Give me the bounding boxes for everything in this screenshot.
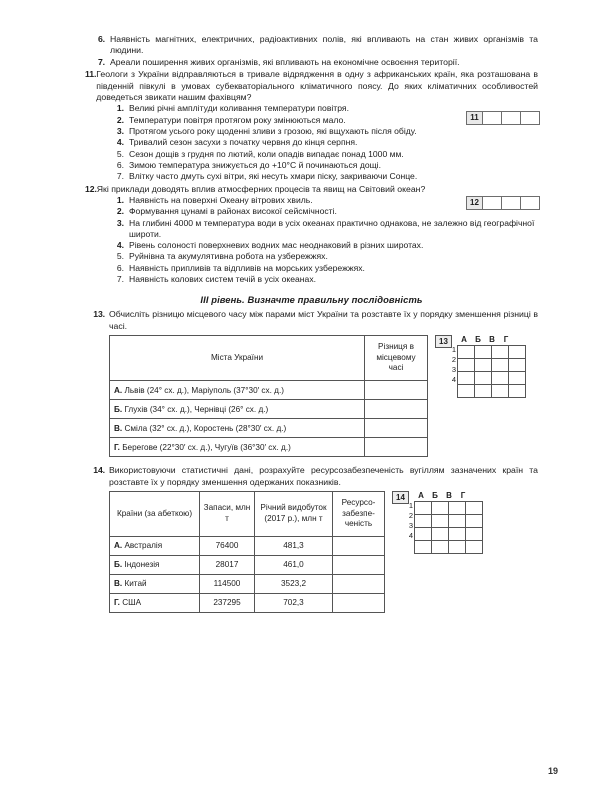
matrix-cell[interactable] (458, 385, 475, 398)
matrix-cell[interactable] (415, 540, 432, 553)
matrix-grid-row (415, 527, 483, 540)
question-13-prompt-row (85, 309, 538, 332)
matrix-row-headers (448, 345, 456, 398)
option-item (109, 263, 538, 274)
matrix-cell[interactable] (432, 514, 449, 527)
answer-input-cell[interactable] (333, 593, 385, 612)
row-country-name: Індонезія (124, 560, 160, 570)
matrix-cell[interactable] (415, 501, 432, 514)
matrix-col-v: В (446, 490, 452, 500)
col-header-cities: Міста України (110, 336, 365, 381)
col-header-resource-supply: Ресурсо- забезпе- ченість (333, 491, 385, 536)
matrix-cell[interactable] (458, 346, 475, 359)
question-14-table-area (109, 491, 538, 613)
option-marker: 4. (116, 240, 124, 251)
question-14-prompt-row (85, 465, 538, 488)
row-letter: А. (114, 385, 123, 395)
option-text: Тривалий сезон засухи з початку червня до кінця серпня. (129, 137, 358, 148)
answer-cell[interactable] (521, 112, 539, 124)
matrix-grid-row (415, 540, 483, 553)
matrix-column-headers (414, 491, 483, 500)
answer-input-cell[interactable] (333, 555, 385, 574)
option-marker: 1. (116, 194, 124, 205)
row-cities (110, 438, 365, 457)
page-number: 19 (547, 766, 558, 776)
list-item-marker: 7. (97, 56, 105, 67)
matrix-cell[interactable] (432, 527, 449, 540)
row-letter: Г. (114, 442, 120, 452)
option-marker: 4. (116, 137, 124, 148)
option-marker: 5. (116, 251, 124, 262)
option-text: Наявність припливів та відпливів на морських узбережжях. (129, 262, 365, 273)
matrix-cell[interactable] (509, 346, 526, 359)
matrix-row-headers (405, 501, 413, 554)
list-item-marker: 6. (97, 34, 105, 44)
row-country (110, 555, 200, 574)
row-country (110, 574, 200, 593)
table-header-row (110, 336, 428, 381)
row-text: Львів (24° сх. д.), Маріуполь (37°30′ сх. д.) (124, 385, 284, 395)
matrix-cell[interactable] (449, 527, 466, 540)
answer-strip-label: 12 (467, 197, 483, 209)
option-marker: 2. (116, 114, 124, 125)
option-marker: 7. (116, 171, 124, 182)
table-row (110, 419, 428, 438)
table-row (110, 593, 385, 612)
row-text: Сміла (32° сх. д.), Коростень (28°30′ сх. д.) (124, 423, 287, 433)
question-12-prompt-row (85, 184, 538, 195)
matrix-col-g: Г (503, 335, 509, 345)
table-row (110, 381, 428, 400)
matrix-grid-row (458, 346, 526, 359)
matrix-col-a: А (461, 335, 467, 345)
cell-reserves: 28017 (200, 555, 255, 574)
matrix-body (435, 345, 526, 398)
row-cities (110, 419, 365, 438)
matrix-row-1: 1 (451, 345, 456, 355)
row-letter: Б. (114, 404, 123, 414)
answer-input-cell[interactable] (365, 438, 428, 457)
answer-cell[interactable] (483, 197, 502, 209)
matrix-cell[interactable] (492, 359, 509, 372)
question-13-prompt: Обчисліть різницю місцевого часу між парами міст України та розставте їх у порядку зменшення різниці в часі. (109, 309, 538, 331)
option-item (109, 218, 538, 241)
col-header-annual-output: Річний видобуток (2017 р.), млн т (255, 491, 333, 536)
col-header-time-difference: Різниця в місцевому часі (365, 336, 428, 381)
question-11-prompt-row (85, 69, 538, 103)
option-marker: 3. (116, 126, 124, 137)
option-marker: 1. (116, 103, 124, 114)
table-row (110, 400, 428, 419)
matrix-body (392, 501, 483, 554)
answer-cell[interactable] (502, 112, 521, 124)
cell-output: 3523,2 (255, 574, 333, 593)
matrix-col-a: А (418, 490, 424, 500)
matrix-cell[interactable] (492, 372, 509, 385)
question-12-prompt: Які приклади доводять вплив атмосферних процесів та явищ на Світовий океан? (96, 183, 426, 194)
option-text: Наявність колових систем течій в усіх океанах. (129, 274, 317, 284)
matrix-grid-row (458, 372, 526, 385)
row-text: Глухів (34° сх. д.), Чернівці (26° сх. д.) (124, 404, 269, 414)
list-item-text: Ареали поширення живих організмів, які впливають на економічне освоєння території. (110, 56, 460, 67)
matrix-row-2: 2 (408, 510, 413, 520)
question-13-marker: 13. (93, 309, 105, 320)
option-text: Великі річні амплітуди коливання температури повітря. (129, 103, 349, 114)
row-letter: В. (114, 579, 123, 589)
option-marker: 2. (116, 206, 124, 217)
row-cities (110, 400, 365, 419)
top-continuation-list (85, 34, 538, 68)
option-marker: 7. (116, 274, 124, 284)
table-header-row (110, 491, 385, 536)
row-country-name: США (122, 598, 142, 608)
matrix-cell[interactable] (458, 359, 475, 372)
list-item (85, 34, 538, 57)
option-marker: 6. (116, 262, 124, 273)
cell-reserves: 237295 (200, 593, 255, 612)
matrix-cell[interactable] (475, 372, 492, 385)
table-row (110, 555, 385, 574)
cell-output: 702,3 (255, 593, 333, 612)
list-item (85, 57, 538, 68)
matrix-cell[interactable] (475, 346, 492, 359)
option-item (109, 274, 538, 285)
answer-input-cell[interactable] (365, 419, 428, 438)
matrix-col-b: Б (432, 490, 438, 500)
matrix-label: 14 (392, 491, 409, 504)
row-letter: В. (114, 423, 123, 433)
matrix-row-1: 1 (408, 500, 413, 510)
answer-input-cell[interactable] (333, 574, 385, 593)
matrix-cell[interactable] (449, 501, 466, 514)
list-item-text: Наявність магнітних, електричних, радіоактивних полів, які впливають на стан живих організмів та людини. (110, 34, 538, 56)
table-row (110, 536, 385, 555)
matrix-cell[interactable] (449, 514, 466, 527)
matrix-cell[interactable] (466, 540, 483, 553)
level-heading: III рівень. Визначте правильну послідовність (200, 294, 423, 306)
matrix-cell[interactable] (458, 372, 475, 385)
option-marker: 5. (116, 148, 124, 159)
answer-strip-label: 11 (467, 112, 483, 124)
option-text: Формування цунамі в районах високої сейсмічності. (129, 206, 337, 217)
answer-matrix-14[interactable] (392, 491, 483, 554)
question-14-prompt: Використовуючи статистичні дані, розрахуйте ресурсозабезпеченість вугіллям зазначених країн та розставте їх у порядку зменшення одержаних показників. (109, 465, 538, 487)
row-country-name: Китай (124, 579, 147, 589)
matrix-cell[interactable] (492, 385, 509, 398)
answer-cell[interactable] (483, 112, 502, 124)
row-letter: Г. (114, 598, 120, 608)
matrix-grid-row (415, 514, 483, 527)
matrix-label: 13 (435, 335, 452, 348)
matrix-grid-row (458, 359, 526, 372)
question-12 (85, 184, 538, 286)
answer-matrix-13[interactable] (435, 335, 526, 398)
cell-output: 461,0 (255, 555, 333, 574)
matrix-cell[interactable] (415, 527, 432, 540)
option-item (109, 149, 538, 160)
matrix-cell[interactable] (432, 501, 449, 514)
option-text: На глибині 4000 м температура води в усіх океанах практично однакова, не залежно від географічної широти. (129, 217, 535, 239)
option-text: Температури повітря протягом року змінюються мало. (129, 114, 346, 125)
question-11-prompt: Геологи з України відправляються в тривале відрядження в одну з африканських країн, яка розташована в південній півкулі в умовах субекваторіального кліматичного поясу. До яких кліматичних особливостей доведеться звикати нашим фахівцям? (96, 69, 538, 103)
matrix-cell[interactable] (466, 514, 483, 527)
question-14-marker: 14. (93, 465, 105, 476)
matrix-column-headers (457, 335, 526, 344)
matrix-cell[interactable] (509, 372, 526, 385)
cell-output: 481,3 (255, 536, 333, 555)
table-row (110, 438, 428, 457)
question-12-marker: 12. (85, 183, 97, 194)
matrix-row-3: 3 (408, 520, 413, 530)
answer-strip-12[interactable] (466, 196, 540, 210)
option-text: Наявність на поверхні Океану вітрових хвиль. (129, 194, 313, 205)
option-text: Рівень солоності поверхневих водних мас неоднаковий в різних широтах. (129, 240, 424, 251)
matrix-cell[interactable] (509, 385, 526, 398)
matrix-row-3: 3 (451, 365, 456, 375)
row-country-name: Австралія (124, 541, 163, 551)
row-country (110, 536, 200, 555)
question-11 (85, 69, 538, 182)
matrix-cell[interactable] (466, 501, 483, 514)
question-13 (85, 309, 538, 457)
option-item (109, 126, 538, 137)
cities-time-table (109, 335, 428, 457)
option-item (109, 171, 538, 182)
cell-reserves: 76400 (200, 536, 255, 555)
row-letter: Б. (114, 560, 123, 570)
answer-cell[interactable] (502, 197, 521, 209)
option-text: Зимою температура знижується до +10°С й починаються дощі. (129, 159, 381, 170)
answer-input-cell[interactable] (333, 536, 385, 555)
matrix-cell[interactable] (449, 540, 466, 553)
option-marker: 6. (116, 159, 124, 170)
matrix-row-2: 2 (451, 355, 456, 365)
option-text: Протягом усього року щоденні зливи з грозою, які вщухають після обіду. (129, 126, 417, 137)
col-header-reserves: Запаси, млн т (200, 491, 255, 536)
question-14 (85, 465, 538, 613)
matrix-col-v: В (489, 335, 495, 345)
coal-resources-table (109, 491, 385, 613)
option-item (109, 137, 538, 148)
row-letter: А. (114, 541, 123, 551)
matrix-cell[interactable] (432, 540, 449, 553)
matrix-col-b: Б (475, 335, 481, 345)
option-item (109, 251, 538, 262)
answer-cell[interactable] (521, 197, 539, 209)
table-row (110, 574, 385, 593)
matrix-row-4: 4 (451, 375, 456, 385)
row-cities (110, 381, 365, 400)
matrix-cell[interactable] (415, 514, 432, 527)
cell-reserves: 114500 (200, 574, 255, 593)
matrix-cell[interactable] (492, 346, 509, 359)
option-item (109, 240, 538, 251)
matrix-cell[interactable] (466, 527, 483, 540)
question-11-marker: 11. (85, 69, 97, 80)
matrix-grid-row (415, 501, 483, 514)
answer-strip-11[interactable] (466, 111, 540, 125)
matrix-grid[interactable] (457, 345, 526, 398)
option-marker: 3. (116, 217, 124, 228)
matrix-row-4: 4 (408, 530, 413, 540)
answer-input-cell[interactable] (365, 381, 428, 400)
matrix-grid[interactable] (414, 501, 483, 554)
row-text: Берегове (22°30′ сх. д.), Чугуїв (36°30′ сх. д.) (122, 442, 291, 452)
matrix-grid-row (458, 385, 526, 398)
answer-input-cell[interactable] (365, 400, 428, 419)
option-item (109, 160, 538, 171)
question-13-table-area (109, 335, 538, 457)
matrix-cell[interactable] (475, 359, 492, 372)
row-country (110, 593, 200, 612)
col-header-countries: Країни (за абеткою) (110, 491, 200, 536)
option-text: Сезон дощів з грудня по лютий, коли опадів випадає понад 1000 мм. (129, 148, 404, 159)
option-text: Руйнівна та акумулятивна робота на узбережжях. (129, 251, 328, 262)
matrix-cell[interactable] (475, 385, 492, 398)
matrix-cell[interactable] (509, 359, 526, 372)
matrix-col-g: Г (460, 490, 466, 500)
option-text: Влітку часто дмуть сухі вітри, які несуть хмари піску, закриваючи Сонце. (129, 171, 418, 182)
